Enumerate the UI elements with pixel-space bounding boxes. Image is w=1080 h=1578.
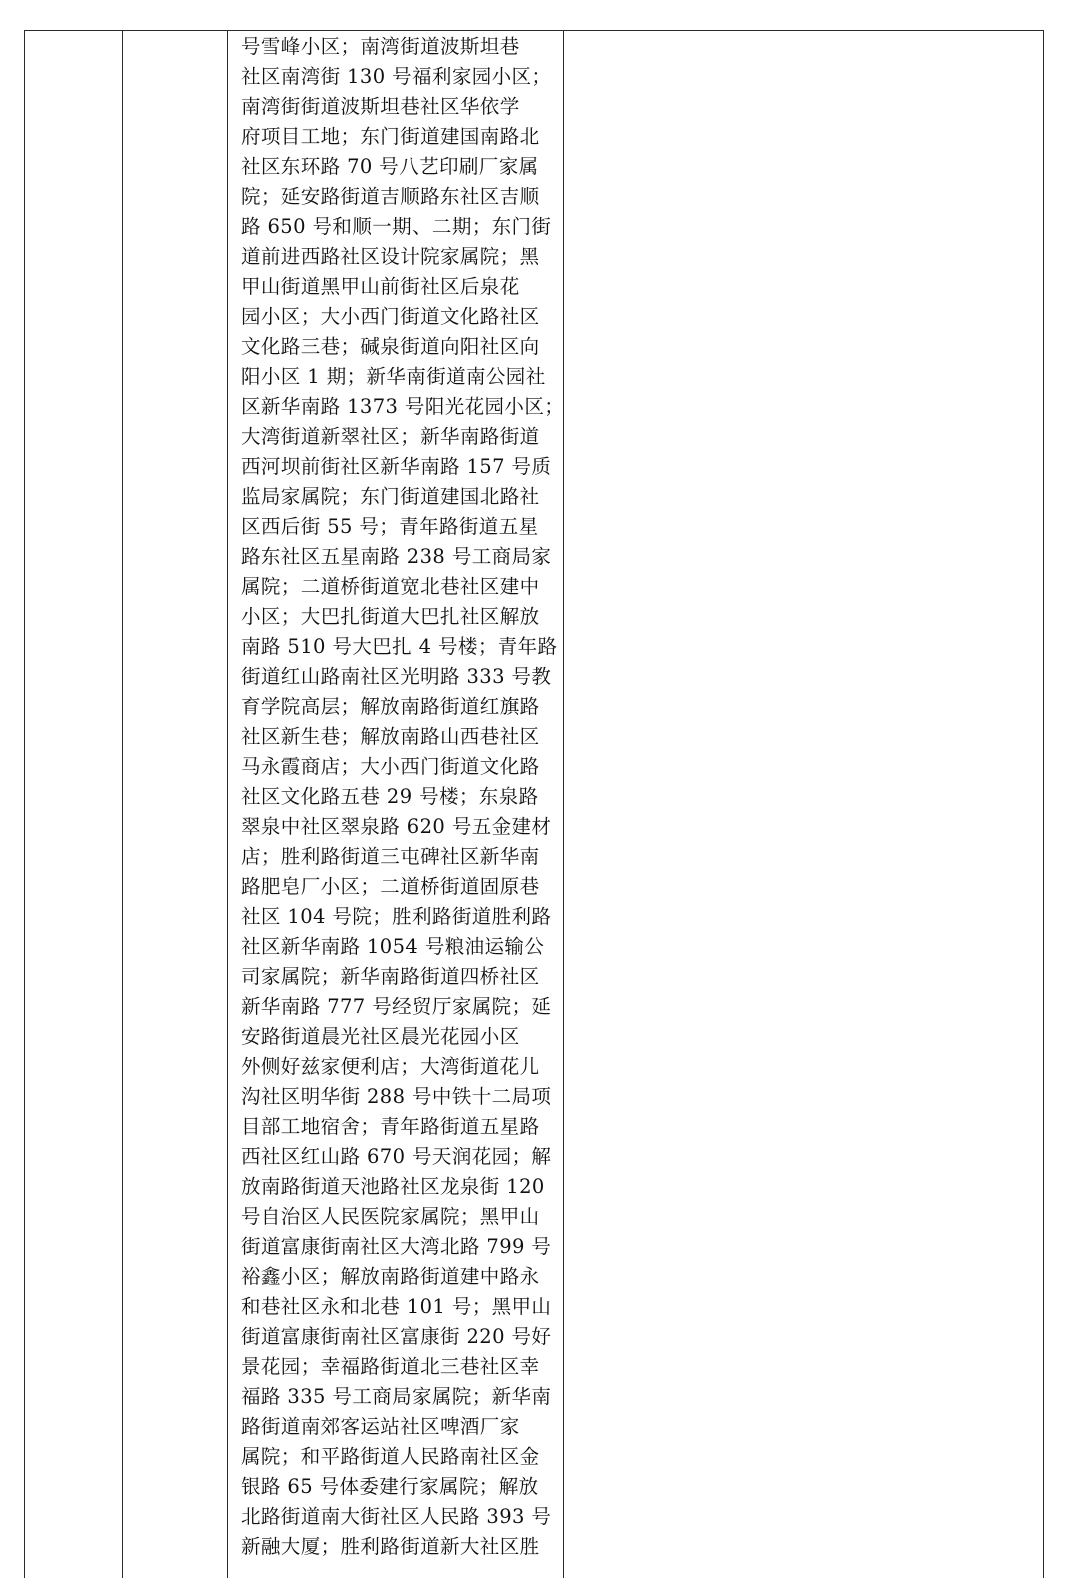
address-line: 新华南路 777 号经贸厅家属院；延 <box>241 995 552 1018</box>
address-line: 放南路街道天池路社区龙泉街 120 <box>241 1175 545 1198</box>
address-line: 目部工地宿舍；青年路街道五星路 <box>241 1115 540 1138</box>
address-line: 西河坝前街社区新华南路 157 号质 <box>241 455 552 478</box>
address-line: 号自治区人民医院家属院；黑甲山 <box>241 1205 540 1228</box>
address-line: 街道富康街南社区富康街 220 号好 <box>241 1325 552 1348</box>
address-line: 路东社区五星南路 238 号工商局家 <box>241 545 552 568</box>
address-line: 店；胜利路街道三屯碑社区新华南 <box>241 845 540 868</box>
address-line: 沟社区明华街 288 号中铁十二局项 <box>241 1085 552 1108</box>
address-line: 社区新生巷；解放南路山西巷社区 <box>241 725 540 748</box>
address-line: 甲山街道黑甲山前街社区后泉花 <box>241 275 520 298</box>
address-line: 监局家属院；东门街道建国北路社 <box>241 485 540 508</box>
address-line: 阳小区 1 期；新华南街道南公园社 <box>241 365 546 388</box>
address-line: 小区；大巴扎街道大巴扎社区解放 <box>241 605 540 628</box>
address-line: 北路街道南大街社区人民路 393 号 <box>241 1505 552 1528</box>
address-line: 裕鑫小区；解放南路街道建中路永 <box>241 1265 540 1288</box>
column-divider-1 <box>122 31 123 1578</box>
address-line: 景花园；幸福路街道北三巷社区幸 <box>241 1355 540 1378</box>
address-line: 福路 335 号工商局家属院；新华南 <box>241 1385 552 1408</box>
address-line: 府项目工地；东门街道建国南路北 <box>241 125 540 148</box>
address-line: 南路 510 号大巴扎 4 号楼；青年路 <box>241 635 558 658</box>
address-line: 属院；二道桥街道宽北巷社区建中 <box>241 575 540 598</box>
address-line: 号雪峰小区；南湾街道波斯坦巷 <box>241 35 520 58</box>
address-line: 育学院高层；解放南路街道红旗路 <box>241 695 540 718</box>
address-line: 院；延安路街道吉顺路东社区吉顺 <box>241 185 540 208</box>
address-line: 路肥皂厂小区；二道桥街道固原巷 <box>241 875 540 898</box>
address-line: 社区 104 号院；胜利路街道胜利路 <box>241 905 552 928</box>
address-line: 马永霞商店；大小西门街道文化路 <box>241 755 540 778</box>
address-line: 翠泉中社区翠泉路 620 号五金建材 <box>241 815 552 838</box>
address-cell <box>228 32 578 1562</box>
address-line: 路街道南郊客运站社区啤酒厂家 <box>241 1415 520 1438</box>
address-line: 外侧好兹家便利店；大湾街道花儿 <box>241 1055 540 1078</box>
address-line: 安路街道晨光社区晨光花园小区 <box>241 1025 520 1048</box>
address-line: 西社区红山路 670 号天润花园；解 <box>241 1145 552 1168</box>
address-line: 社区南湾街 130 号福利家园小区； <box>241 65 552 88</box>
address-line: 区西后街 55 号；青年路街道五星 <box>241 515 539 538</box>
address-line: 和巷社区永和北巷 101 号；黑甲山 <box>241 1295 552 1318</box>
address-line: 道前进西路社区设计院家属院；黑 <box>241 245 540 268</box>
address-line: 新融大厦；胜利路街道新大社区胜 <box>241 1535 540 1558</box>
address-line: 大湾街道新翠社区；新华南路街道 <box>241 425 540 448</box>
address-line: 区新华南路 1373 号阳光花园小区； <box>241 395 565 418</box>
address-line: 文化路三巷；碱泉街道向阳社区向 <box>241 335 540 358</box>
address-line: 路 650 号和顺一期、二期；东门街 <box>241 215 552 238</box>
address-line: 司家属院；新华南路街道四桥社区 <box>241 965 540 988</box>
address-line: 南湾街街道波斯坦巷社区华依学 <box>241 95 520 118</box>
address-line: 社区文化路五巷 29 号楼；东泉路 <box>241 785 539 808</box>
table <box>24 30 1044 1578</box>
address-line: 街道红山路南社区光明路 333 号教 <box>241 665 552 688</box>
address-line: 属院；和平路街道人民路南社区金 <box>241 1445 540 1468</box>
address-line: 银路 65 号体委建行家属院；解放 <box>241 1475 539 1498</box>
address-line: 社区新华南路 1054 号粮油运输公 <box>241 935 545 958</box>
address-line: 街道富康街南社区大湾北路 799 号 <box>241 1235 552 1258</box>
address-line: 园小区；大小西门街道文化路社区 <box>241 305 540 328</box>
address-line: 社区东环路 70 号八艺印刷厂家属 <box>241 155 539 178</box>
